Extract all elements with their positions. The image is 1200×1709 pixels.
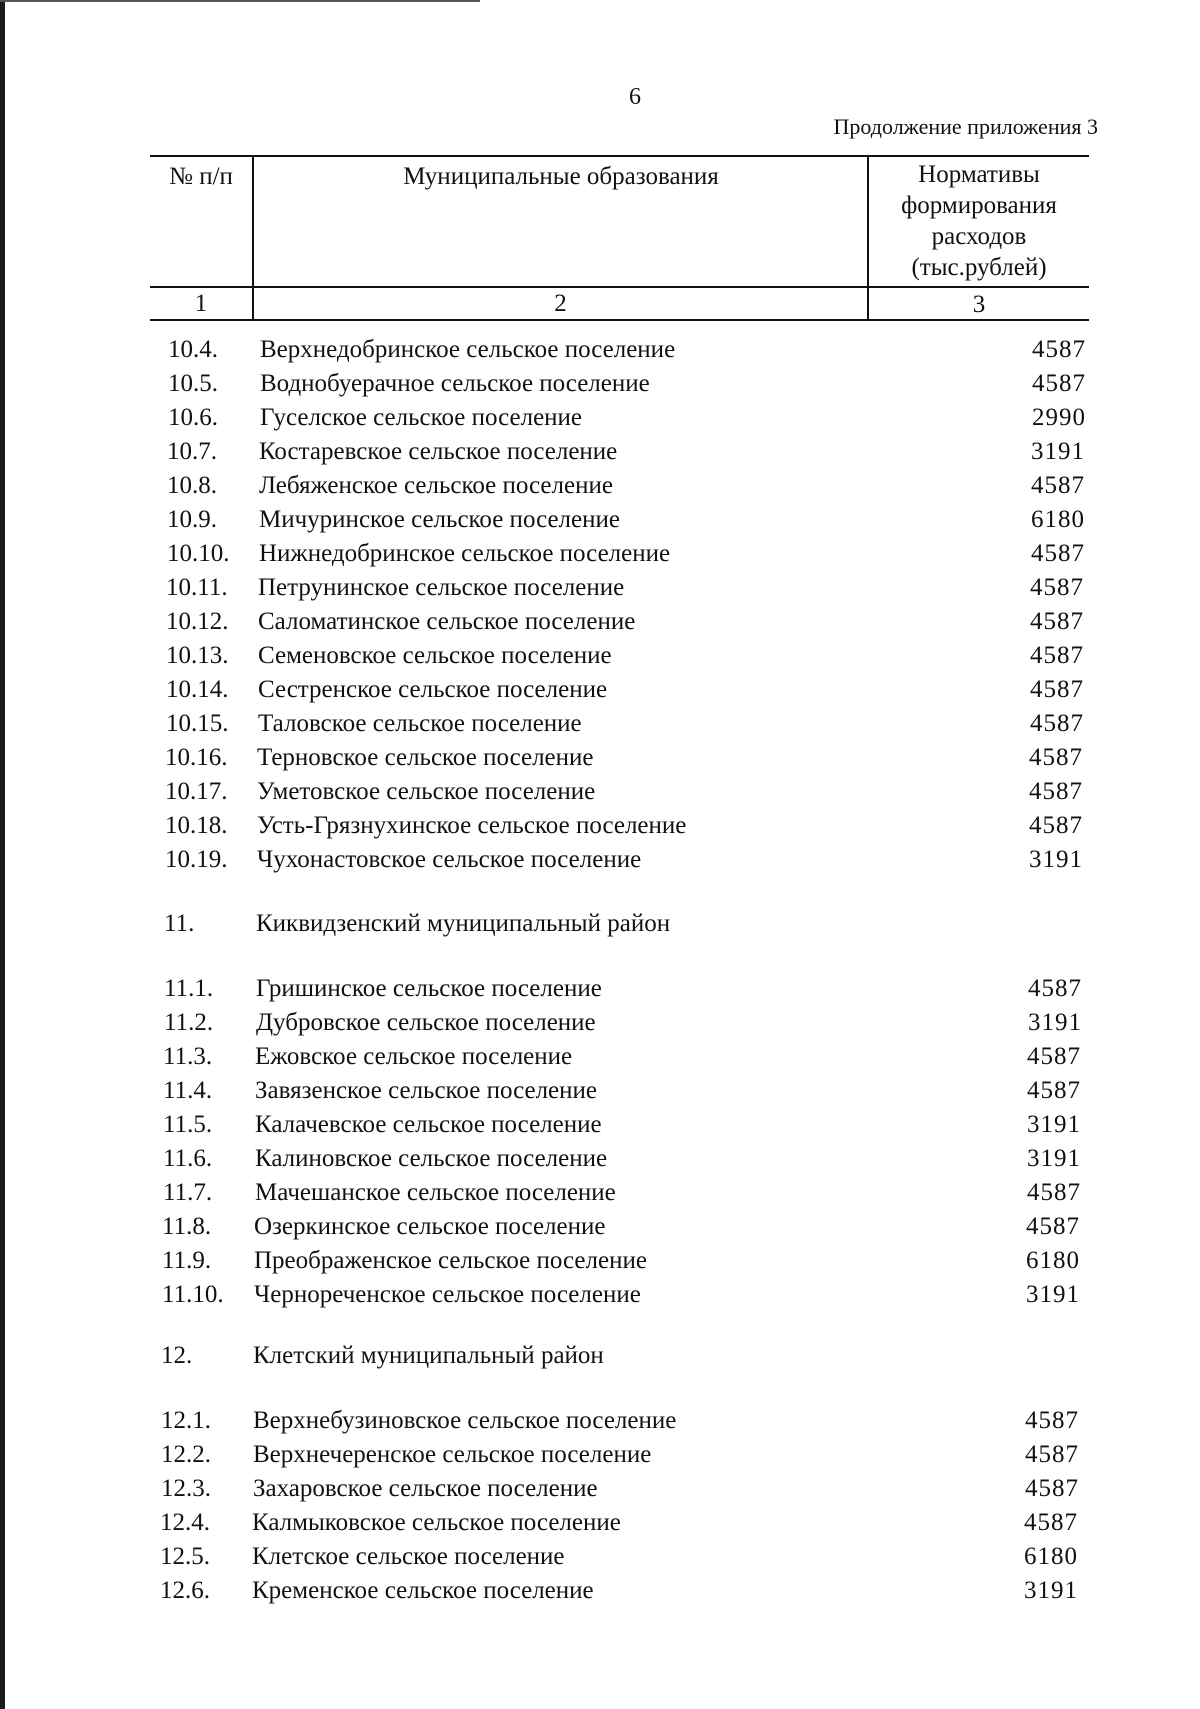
row-norm-value: 4587 <box>1030 642 1084 669</box>
row-number: 10.8. <box>167 472 217 499</box>
row-municipality-name: Клетский муниципальный район <box>253 1342 604 1369</box>
row-municipality-name: Сестренское сельское поселение <box>258 676 608 703</box>
table-row <box>162 1279 1080 1311</box>
table-row <box>163 1177 1081 1209</box>
row-number: 12. <box>161 1342 193 1369</box>
row-municipality-name: Чухонастовское сельское поселение <box>257 846 642 873</box>
row-number: 10.11. <box>166 574 228 601</box>
header-municipalities-label: Муниципальные образования <box>403 163 719 190</box>
row-municipality-name: Преображенское сельское поселение <box>254 1247 647 1274</box>
table-row <box>161 1405 1079 1437</box>
table-row <box>165 810 1083 842</box>
row-number: 11.2. <box>164 1009 214 1036</box>
table-row <box>162 1245 1080 1277</box>
row-norm-value: 3191 <box>1024 1577 1078 1604</box>
row-municipality-name: Лебяженское сельское поселение <box>259 472 613 499</box>
row-municipality-name: Терновское сельское поселение <box>257 744 594 771</box>
table-row <box>168 402 1086 434</box>
row-norm-value: 4587 <box>1032 336 1086 363</box>
table-row <box>165 844 1083 876</box>
table-row <box>167 470 1085 502</box>
row-municipality-name: Таловское сельское поселение <box>258 710 582 737</box>
row-number: 10.16. <box>165 744 228 771</box>
row-number: 10.5. <box>168 370 218 397</box>
row-number: 11. <box>164 910 195 937</box>
row-municipality-name: Верхнедобринское сельское поселение <box>260 336 676 363</box>
table-row <box>163 1109 1081 1141</box>
row-norm-value: 6180 <box>1024 1543 1078 1570</box>
row-municipality-name: Захаровское сельское поселение <box>253 1475 598 1502</box>
row-municipality-name: Усть-Грязнухинское сельское поселение <box>257 812 687 839</box>
table-row <box>167 504 1085 536</box>
row-municipality-name: Воднобуерачное сельское поселение <box>260 370 650 397</box>
row-number: 11.10. <box>162 1281 224 1308</box>
row-municipality-name: Киквидзенский муниципальный район <box>256 910 671 937</box>
row-number: 10.12. <box>166 608 229 635</box>
table-row <box>166 572 1084 604</box>
row-municipality-name: Ежовское сельское поселение <box>255 1043 573 1070</box>
header-colnum-3: 3 <box>972 291 986 318</box>
row-number: 10.7. <box>167 438 217 465</box>
table-row <box>160 1575 1078 1607</box>
row-number: 12.6. <box>160 1577 210 1604</box>
row-number: 10.9. <box>167 506 217 533</box>
row-municipality-name: Саломатинское сельское поселение <box>258 608 636 635</box>
row-number: 12.3. <box>161 1475 211 1502</box>
row-municipality-name: Калиновское сельское поселение <box>255 1145 608 1172</box>
table-row <box>167 436 1085 468</box>
table-row <box>164 1007 1082 1039</box>
table-row <box>160 1507 1078 1539</box>
row-municipality-name: Семеновское сельское поселение <box>258 642 612 669</box>
row-norm-value: 4587 <box>1029 812 1083 839</box>
row-number: 11.4. <box>163 1077 213 1104</box>
row-norm-value: 4587 <box>1032 370 1086 397</box>
table-row <box>165 776 1083 808</box>
row-number: 11.1. <box>164 975 214 1002</box>
page-number: 6 <box>629 84 641 110</box>
row-norm-value: 3191 <box>1027 1111 1081 1138</box>
row-norm-value: 3191 <box>1029 846 1083 873</box>
row-number: 10.17. <box>165 778 228 805</box>
header-colnum-1: 1 <box>194 290 208 317</box>
row-norm-value: 3191 <box>1026 1281 1080 1308</box>
row-norm-value: 4587 <box>1030 574 1084 601</box>
table-row <box>163 1075 1081 1107</box>
table-row <box>161 1439 1079 1471</box>
row-norm-value: 4587 <box>1024 1509 1078 1536</box>
row-norm-value: 3191 <box>1027 1145 1081 1172</box>
row-municipality-name: Чернореченское сельское поселение <box>254 1281 641 1308</box>
header-colnum-2: 2 <box>554 290 567 317</box>
row-norm-value: 4587 <box>1031 472 1085 499</box>
row-norm-value: 4587 <box>1029 778 1083 805</box>
district-heading-row <box>161 1340 1079 1372</box>
row-number: 12.1. <box>161 1407 211 1434</box>
row-number: 12.2. <box>161 1441 211 1468</box>
table-row <box>166 606 1084 638</box>
row-norm-value: 4587 <box>1030 676 1084 703</box>
row-norm-value: 2990 <box>1032 404 1086 431</box>
row-norm-value: 4587 <box>1028 975 1082 1002</box>
row-norm-value: 4587 <box>1030 710 1084 737</box>
table-row <box>166 708 1084 740</box>
row-norm-value: 4587 <box>1025 1441 1079 1468</box>
row-municipality-name: Гришинское сельское поселение <box>256 975 602 1002</box>
row-municipality-name: Нижнедобринское сельское поселение <box>259 540 671 567</box>
row-municipality-name: Костаревское сельское поселение <box>259 438 618 465</box>
table-row <box>167 538 1085 570</box>
table-row <box>163 1041 1081 1073</box>
header-top-rule <box>150 155 1089 157</box>
row-number: 11.3. <box>163 1043 213 1070</box>
row-norm-value: 4587 <box>1026 1213 1080 1240</box>
row-norm-value: 6180 <box>1026 1247 1080 1274</box>
table-row <box>166 674 1084 706</box>
row-number: 10.6. <box>168 404 218 431</box>
table-row <box>163 1143 1081 1175</box>
row-municipality-name: Гуселское сельское поселение <box>260 404 583 431</box>
row-number: 12.4. <box>160 1509 210 1536</box>
row-municipality-name: Дубровское сельское поселение <box>256 1009 596 1036</box>
row-number: 11.7. <box>163 1179 213 1206</box>
row-municipality-name: Мачешанское сельское поселение <box>255 1179 616 1206</box>
district-heading-row <box>164 908 1082 940</box>
row-municipality-name: Кременское сельское поселение <box>252 1577 594 1604</box>
row-norm-value: 4587 <box>1027 1077 1081 1104</box>
row-number: 10.15. <box>166 710 229 737</box>
row-municipality-name: Верхнечеренское сельское поселение <box>253 1441 652 1468</box>
row-norm-value: 6180 <box>1031 506 1085 533</box>
table-row <box>168 368 1086 400</box>
scan-edge <box>0 0 5 1709</box>
row-number: 10.13. <box>166 642 229 669</box>
row-norm-value: 4587 <box>1030 608 1084 635</box>
row-municipality-name: Уметовское сельское поселение <box>257 778 596 805</box>
row-number: 10.4. <box>168 336 218 363</box>
table-row <box>164 973 1082 1005</box>
row-number: 11.8. <box>162 1213 212 1240</box>
row-municipality-name: Калачевское сельское поселение <box>255 1111 602 1138</box>
header-norms-label: Нормативы формирования расходов (тыс.рублей) <box>901 161 1057 281</box>
row-norm-value: 4587 <box>1027 1043 1081 1070</box>
row-number: 10.19. <box>165 846 228 873</box>
table-row <box>161 1473 1079 1505</box>
row-norm-value: 3191 <box>1031 438 1085 465</box>
row-number: 12.5. <box>160 1543 210 1570</box>
row-number: 11.6. <box>163 1145 213 1172</box>
row-norm-value: 4587 <box>1025 1407 1079 1434</box>
row-municipality-name: Верхнебузиновское сельское поселение <box>253 1407 677 1434</box>
row-municipality-name: Завязенское сельское поселение <box>255 1077 597 1104</box>
row-norm-value: 4587 <box>1027 1179 1081 1206</box>
continuation-note: Продолжение приложения 3 <box>833 114 1098 139</box>
scan-top-line <box>0 0 480 2</box>
table-row <box>162 1211 1080 1243</box>
row-municipality-name: Калмыковское сельское поселение <box>252 1509 621 1536</box>
row-municipality-name: Озеркинское сельское поселение <box>254 1213 606 1240</box>
row-number: 10.10. <box>167 540 230 567</box>
row-norm-value: 4587 <box>1029 744 1083 771</box>
table-row <box>166 640 1084 672</box>
row-municipality-name: Мичуринское сельское поселение <box>259 506 620 533</box>
header-number-label: № п/п <box>169 163 233 190</box>
row-number: 10.18. <box>165 812 228 839</box>
table-row <box>165 742 1083 774</box>
row-number: 10.14. <box>166 676 229 703</box>
table-row <box>168 334 1086 366</box>
table-row <box>160 1541 1078 1573</box>
row-norm-value: 4587 <box>1031 540 1085 567</box>
row-number: 11.9. <box>162 1247 212 1274</box>
row-number: 11.5. <box>163 1111 213 1138</box>
row-norm-value: 3191 <box>1028 1009 1082 1036</box>
row-norm-value: 4587 <box>1025 1475 1079 1502</box>
row-municipality-name: Петрунинское сельское поселение <box>258 574 625 601</box>
row-municipality-name: Клетское сельское поселение <box>252 1543 565 1570</box>
